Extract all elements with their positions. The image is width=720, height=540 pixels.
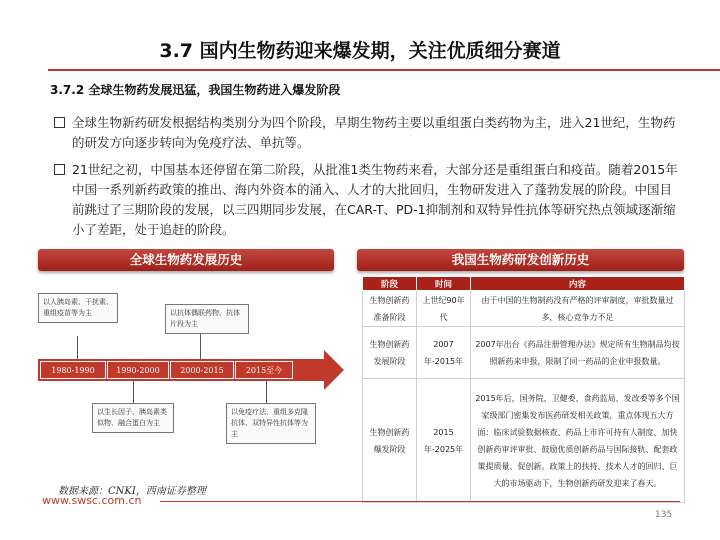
page-title: 3.7 国内生物药迎来爆发期，关注优质细分赛道 — [159, 40, 561, 62]
column-header: 阶段 — [363, 277, 417, 291]
connector-line — [200, 334, 201, 359]
time-cell: 2007年-2015年 — [417, 327, 471, 379]
time-cell: 2015年-2025年 — [417, 379, 471, 503]
timeline-segment: 1980-1990 — [40, 361, 106, 379]
content-cell: 2007年出台《药品注册管理办法》规定所有生物制品均按照新药来申报，限制了同一药品的企业申报数量。 — [471, 327, 685, 379]
footer-divider — [160, 501, 680, 502]
checkbox-bullet-icon — [54, 117, 65, 128]
data-source: 数据来源：CNKI，西南证券整理 — [58, 486, 206, 497]
timeline-segment: 2015至今 — [235, 361, 293, 379]
bullet-paragraph-1 — [54, 113, 684, 153]
china-history-table — [362, 276, 685, 503]
checkbox-bullet-icon — [54, 164, 65, 175]
page-number: 135 — [655, 510, 673, 520]
stage-cell: 生物创新药发展阶段 — [363, 327, 417, 379]
connector-line — [266, 381, 267, 403]
time-cell: 上世纪90年代 — [417, 291, 471, 327]
stage-cell: 生物创新药准备阶段 — [363, 291, 417, 327]
timeline-segment: 2000-2015 — [170, 361, 234, 379]
column-header: 内容 — [471, 277, 685, 291]
timeline-note-1990: 以生长因子、胰岛素类似物、融合蛋白为主 — [92, 403, 174, 433]
china-history-banner: 我国生物药研发创新历史 — [357, 249, 684, 271]
stage-cell: 生物创新药爆发阶段 — [363, 379, 417, 503]
timeline-note-1980: 以人胰岛素、干扰素、重组疫苗等为主 — [38, 293, 118, 323]
content-cell: 2015年后，国务院、卫健委、食药监局、发改委等多个国家级部门密集发布医药研发相关政策，重点体现五大方面：临床试验数据核查、药品上市许可持有人制度、加快创新药审评审批、鼓励优质创新药品与国际接轨、配套政策提质量、促创新。政策上的扶持、技术人才的回归、巨大的市场驱动下，生物创新药研发迎来了春天。 — [471, 379, 685, 503]
column-header: 时间 — [417, 277, 471, 291]
bullet-text: 21世纪之初，中国基本还停留在第二阶段，从批准1类生物药来看，大部分还是重组蛋白和疫苗。随着2015年中国一系列新药政策的推出、海内外资本的涌入、人才的大批回归，生物研发进入了蓬勃发展的阶段。中国目前跳过了三期阶段的发展，以三四期同步发展，在CAR-T、PD-1抑制剂和双特异性抗体等研究热点领域逐渐缩小了差距，处于追赶的阶段。 — [72, 162, 678, 237]
website-link[interactable]: www.swsc.com.cn — [42, 494, 142, 507]
table-header-row — [363, 277, 685, 291]
global-history-banner: 全球生物药发展历史 — [38, 249, 334, 271]
title-divider — [48, 69, 720, 71]
bullet-text: 全球生物新药研发根据结构类别分为四个阶段，早期生物药主要以重组蛋白类药物为主，进入21世纪，生物药的研发方向逐步转向为免疫疗法、单抗等。 — [72, 115, 676, 150]
content-cell: 由于中国的生物制药没有严格的评审制度，审批数量过多，核心竞争力不足 — [471, 291, 685, 327]
table-row — [363, 291, 685, 327]
table-row — [363, 379, 685, 503]
timeline-segment: 1990-2000 — [107, 361, 169, 379]
table-row — [363, 327, 685, 379]
bullet-paragraph-2 — [54, 160, 684, 240]
timeline-note-2000: 以抗体偶联药物、抗体片段为主 — [165, 304, 249, 334]
connector-line — [77, 336, 78, 359]
connector-line — [133, 381, 134, 403]
section-subheading: 3.7.2 全球生物药发展迅猛，我国生物药进入爆发阶段 — [50, 83, 341, 97]
timeline-arrow-head — [324, 350, 344, 390]
timeline-note-2015: 以免疫疗法、重组多克隆抗体、双特异性抗体等为主 — [226, 403, 316, 444]
